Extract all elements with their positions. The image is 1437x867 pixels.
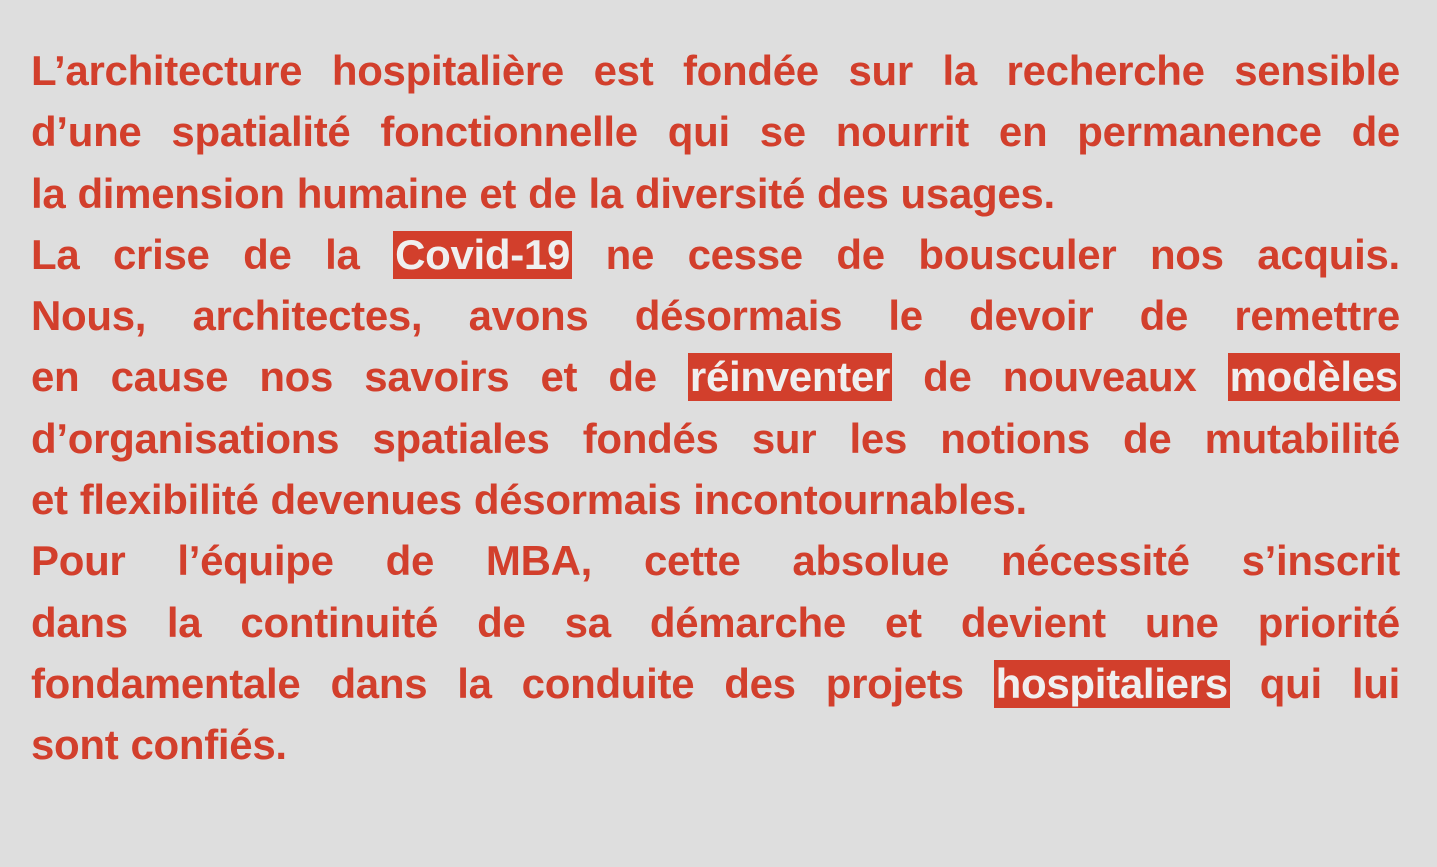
word: La — [31, 230, 80, 278]
word: architectes, — [192, 292, 423, 340]
word: de — [477, 598, 526, 646]
text-line — [31, 592, 1400, 653]
word: sur — [848, 47, 913, 94]
word: avons — [468, 292, 589, 340]
word: en — [31, 353, 80, 401]
word: la — [588, 169, 623, 217]
word: désormais — [634, 292, 843, 340]
word: fondés — [582, 414, 719, 462]
word: la — [325, 230, 360, 278]
text-line — [31, 163, 1400, 224]
text-line — [31, 469, 1400, 530]
word: et — [31, 476, 68, 524]
text-line — [31, 346, 1400, 407]
word: confiés. — [130, 721, 287, 769]
word: et — [540, 353, 578, 401]
word: de — [243, 230, 292, 278]
word: crise — [112, 230, 210, 278]
word: de — [385, 537, 435, 585]
word: sont — [31, 721, 119, 769]
text-line — [31, 530, 1400, 591]
text-line — [31, 40, 1400, 101]
word: Pour — [31, 537, 126, 585]
word: et — [479, 169, 517, 217]
word: les — [849, 414, 908, 462]
word: cause — [110, 353, 229, 401]
word: d’organisations — [31, 414, 340, 462]
word: dimension — [77, 169, 285, 217]
word: permanence — [1077, 108, 1322, 156]
word: mutabilité — [1204, 414, 1400, 462]
word: absolue — [792, 537, 950, 585]
word: hospitalière — [331, 47, 564, 94]
word: et — [884, 598, 922, 646]
word: des — [724, 659, 796, 707]
word: l’équipe — [177, 537, 334, 585]
text-line — [31, 653, 1400, 714]
word: nourrit — [835, 108, 969, 156]
word: cette — [643, 537, 741, 585]
word: qui — [667, 108, 730, 156]
word: Nous, — [31, 292, 147, 340]
word: fonctionnelle — [380, 108, 638, 156]
word: L’architecture — [31, 47, 303, 94]
word: projets — [825, 659, 964, 707]
word: spatialité — [171, 108, 351, 156]
word: sa — [564, 598, 611, 646]
highlighted-word: hospitaliers — [995, 659, 1228, 707]
word: de — [608, 353, 657, 401]
word: ne — [605, 230, 655, 278]
word: désormais — [473, 476, 682, 524]
highlighted-word: réinventer — [689, 353, 891, 401]
word: de — [1139, 292, 1189, 340]
word: incontournables. — [693, 476, 1027, 524]
body-text — [31, 40, 1400, 776]
word: notions — [940, 414, 1090, 462]
word: fondamentale — [31, 659, 301, 707]
word: priorité — [1257, 598, 1400, 646]
word: s’inscrit — [1241, 537, 1400, 585]
word: d’une — [31, 108, 142, 156]
word: la — [457, 659, 492, 707]
word: qui — [1259, 659, 1322, 707]
word: flexibilité — [79, 476, 259, 524]
word: spatiales — [372, 414, 550, 462]
word: cesse — [687, 230, 803, 278]
word: fondée — [682, 47, 819, 94]
highlighted-word: modèles — [1229, 353, 1398, 401]
word: nos — [1149, 230, 1224, 278]
word: la — [166, 598, 202, 646]
word: devient — [960, 598, 1106, 646]
word: est — [593, 47, 654, 94]
text-line — [31, 714, 1400, 775]
word: une — [1144, 598, 1219, 646]
text-line — [31, 224, 1400, 285]
highlighted-word: Covid-19 — [395, 230, 571, 278]
word: continuité — [240, 598, 439, 646]
word: lui — [1351, 659, 1400, 707]
word: dans — [330, 659, 428, 707]
text-line — [31, 285, 1400, 346]
word: la — [31, 169, 66, 217]
word: démarche — [649, 598, 846, 646]
word: se — [759, 108, 806, 156]
word: remettre — [1234, 292, 1400, 340]
word: usages. — [900, 169, 1055, 217]
word: humaine — [296, 169, 468, 217]
word: diversité — [634, 169, 806, 217]
word: en — [998, 108, 1048, 156]
word: bousculer — [918, 230, 1117, 278]
word: devenues — [270, 476, 462, 524]
word: devoir — [969, 292, 1094, 340]
word: de — [1123, 414, 1172, 462]
word: sensible — [1234, 47, 1400, 94]
text-line — [31, 408, 1400, 469]
word: savoirs — [364, 353, 510, 401]
word: des — [817, 169, 889, 217]
word: de — [836, 230, 885, 278]
word: nos — [259, 353, 334, 401]
word: la — [942, 47, 977, 94]
word: recherche — [1006, 47, 1205, 94]
word: conduite — [521, 659, 695, 707]
text-line — [31, 101, 1400, 162]
word: dans — [31, 598, 128, 646]
word: sur — [751, 414, 817, 462]
word: de — [528, 169, 577, 217]
word: acquis. — [1257, 230, 1400, 278]
word: MBA, — [485, 537, 593, 585]
word: nécessité — [1000, 537, 1190, 585]
word: de — [923, 353, 972, 401]
word: nouveaux — [1002, 353, 1197, 401]
word: le — [888, 292, 923, 340]
word: de — [1351, 108, 1400, 156]
